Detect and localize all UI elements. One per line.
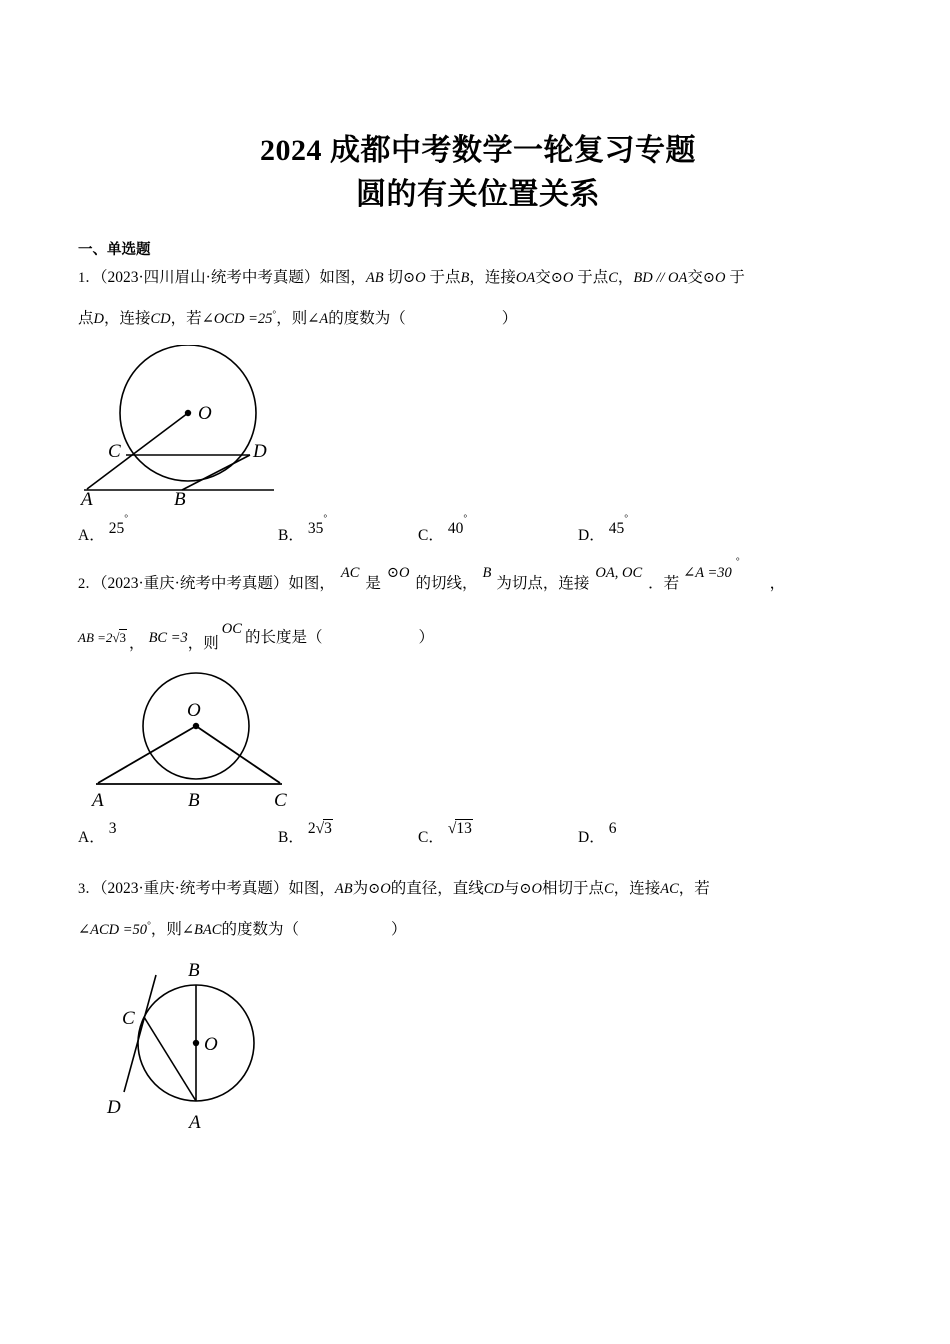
option-1-a[interactable]: A． 25°	[78, 514, 129, 545]
option-2-c[interactable]: C．√13	[418, 820, 472, 847]
line-ao	[87, 413, 188, 489]
center-point-o	[193, 723, 199, 729]
segment-oa	[98, 726, 196, 783]
segment-bd	[182, 455, 250, 490]
question-3-line-2: ∠ACD =50°，则∠BAC的度数为（ ）	[78, 921, 407, 939]
title-line-1: 2024 成都中考数学一轮复习专题	[260, 134, 696, 167]
question-1-line-2: 点D，连接CD，若∠OCD =25°，则∠A的度数为（ ）	[78, 310, 518, 328]
tangent-line-cd	[124, 975, 156, 1092]
label-d: D	[107, 1097, 121, 1119]
label-c: C	[122, 1008, 135, 1030]
question-1	[78, 266, 878, 547]
question-1-options	[78, 514, 878, 547]
option-1-c[interactable]: C． 40°	[418, 514, 468, 545]
question-2	[78, 557, 878, 853]
question-2-number: 2．	[78, 576, 100, 593]
title-line-2: 圆的有关位置关系	[356, 178, 600, 211]
section-heading: 一、单选题	[78, 242, 151, 258]
chord-ac	[144, 1017, 196, 1101]
page-content	[78, 0, 878, 1138]
question-1-source: （2023·四川眉山·统考中考真题）	[99, 269, 320, 286]
radical-value-c: 13	[456, 820, 472, 838]
figure-3-svg	[82, 958, 302, 1138]
label-o: O	[198, 403, 212, 425]
figure-question-2	[84, 668, 878, 813]
option-2-a[interactable]: A．3	[78, 820, 117, 847]
option-2-d[interactable]: D．6	[578, 820, 617, 847]
segment-oc	[196, 726, 280, 783]
question-3-line-1: 3．（2023·重庆·统考中考真题）如图，AB为⊙O的直径，直线CD与⊙O相切于点C，连接AC，若	[78, 880, 710, 898]
figure-question-1	[78, 345, 878, 505]
page-title	[78, 0, 878, 215]
figure-2-svg	[84, 668, 304, 813]
center-point-o	[193, 1040, 199, 1046]
radical-value-b: 3	[324, 820, 332, 838]
question-3-number: 3．	[78, 881, 100, 898]
label-a: A	[81, 489, 93, 506]
question-2-line-2: AB =2√3 ， BC =3，则OC 的长度是（ ）	[78, 621, 434, 653]
question-3	[78, 877, 878, 1138]
label-c: C	[108, 441, 121, 463]
figure-1-svg	[78, 345, 298, 505]
question-2-options	[78, 820, 878, 853]
label-b: B	[188, 790, 200, 812]
center-point-o	[185, 410, 191, 416]
label-o: O	[187, 700, 201, 722]
question-3-source: （2023·重庆·统考中考真题）	[99, 880, 289, 898]
label-d: D	[253, 441, 267, 463]
option-1-b[interactable]: B． 35°	[278, 514, 328, 545]
option-2-b[interactable]: B．2√3	[278, 820, 332, 847]
label-c: C	[274, 790, 287, 812]
option-1-d[interactable]: D． 45°	[578, 514, 629, 545]
question-1-number: 1．	[78, 270, 100, 286]
question-2-source: （2023·重庆·统考中考真题）	[99, 575, 289, 593]
question-2-line-1: 2．（2023·重庆·统考中考真题）如图，AC是⊙O的切线，B为切点，连接OA, OC．若∠A =30°，	[78, 557, 786, 593]
figure-question-3	[82, 958, 878, 1138]
question-1-line-1: 1．（2023·四川眉山·统考中考真题）如图，AB 切⊙O 于点B，连接OA交⊙O 于点C，BD // OA交⊙O 于	[78, 269, 745, 286]
radical-value-ab: 3	[119, 630, 127, 646]
label-o: O	[204, 1034, 218, 1056]
label-a: A	[92, 790, 104, 812]
label-b: B	[188, 960, 200, 982]
label-a: A	[189, 1112, 201, 1134]
label-b: B	[174, 489, 186, 506]
